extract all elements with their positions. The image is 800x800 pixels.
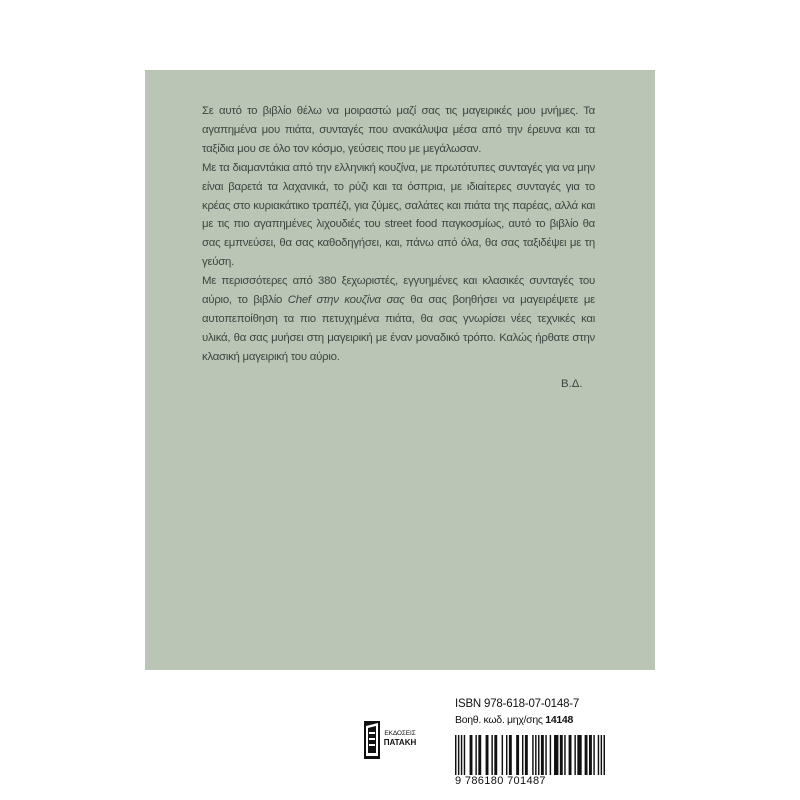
- isbn-text: ISBN 978-618-07-0148-7: [455, 698, 580, 710]
- blurb-paragraph-1: Σε αυτό το βιβλίο θέλω να μοιραστώ μαζί σας τις μαγειρικές μου μνήμες. Τα αγαπημένα μου πιάτα, συνταγές που ανακάλυψα μέσα από την έρευνα και τα ταξίδια μου σε όλο τον κόσμο, γεύσεις που με μεγάλωσαν.: [202, 105, 595, 155]
- publisher-name: [383, 729, 417, 747]
- barcode-bar: [478, 735, 481, 775]
- barcode-bar: [522, 735, 523, 775]
- barcode-bar: [516, 735, 519, 775]
- barcode-bar: [601, 735, 602, 775]
- barcode-bar: [470, 735, 473, 775]
- blurb-paragraph-3-start: Με περισσότερες από 380 ξεχωριστές, εγγυημένες και κλασικές συνταγές του αύριο, το βιβλίο: [202, 275, 595, 307]
- blurb-paragraph-3: [202, 272, 595, 367]
- barcode-bar: [464, 735, 465, 775]
- barcode-bar: [545, 735, 546, 775]
- barcode-bar: [486, 735, 489, 775]
- book-title-italic: Chef στην κουζίνα σας: [287, 294, 405, 307]
- barcode-bar: [569, 735, 572, 775]
- internal-code-label: Βοηθ. κωδ. μηχ/σης: [455, 714, 546, 726]
- barcode-bar: [554, 735, 558, 775]
- barcode-bar: [535, 735, 536, 775]
- barcode-bar: [538, 735, 539, 775]
- barcode-bar: [598, 735, 599, 775]
- publisher-line-2: ΠΑΤΑΚΗ: [383, 738, 417, 747]
- barcode-bar: [550, 735, 551, 775]
- publisher-logo: [363, 718, 415, 762]
- barcode-bar: [574, 735, 575, 775]
- blurb-paragraph-2: Με τα διαμαντάκια από την ελληνική κουζίνα, με πρωτότυπες συνταγές για να μην είναι βαρετά τα λαχανικά, το ρύζι και τα όσπρια, με ιδιαίτερες συνταγές για το κρέας στο κυριακάτικο τραπέζι, για ζύμες, σαλάτες και πιάτα της παρέας, αλλά και με τις πιο αγαπημένες λιχουδιές του street food παγκοσμίως, αυτό το βιβλίο θα σας εμπνεύσει, θα σας καθοδηγήσει, και, πάνω από όλα, θα σας ταξιδέψει με τη γεύση.: [202, 161, 595, 269]
- internal-code: [455, 714, 573, 726]
- barcode-bar: [525, 735, 528, 775]
- barcode-bar: [461, 735, 462, 775]
- barcode-bar: [475, 735, 476, 775]
- barcode-bar: [604, 735, 605, 775]
- barcode-bar: [458, 735, 459, 775]
- barcode-bar: [455, 735, 456, 775]
- book-stack-icon: [363, 720, 381, 760]
- barcode-bar: [560, 735, 563, 775]
- blurb-paragraph-3-end: θα σας βοηθήσει να μαγειρέψετε με αυτοπεποίθηση τα πιο πετυχημένα πιάτα, θα σας γνωρίσει νέες τεχνικές και υλικά, θα σας μυήσει στη μαγειρική με έναν μοναδικό τρόπο. Καλώς ήρθατε στην κλασική μαγειρική του αύριο.: [202, 294, 596, 363]
- barcode-bar: [506, 735, 507, 775]
- barcode-bar: [577, 735, 581, 775]
- author-initials: Β.Δ.: [561, 378, 583, 390]
- barcode-bar: [541, 735, 544, 775]
- barcode-bar: [585, 735, 588, 775]
- publisher-line-1: ΕΚΔΟΣΕΙΣ: [384, 730, 416, 737]
- back-cover-blurb: [202, 102, 595, 367]
- barcode-bar: [589, 735, 592, 775]
- barcode-bar: [593, 735, 594, 775]
- barcode-bar: [564, 735, 565, 775]
- barcode-bar: [491, 735, 492, 775]
- barcode-digits: 9 786180 701487: [455, 775, 546, 787]
- isbn-barcode: [455, 735, 605, 775]
- barcode-bar: [502, 735, 503, 775]
- barcode-bar: [509, 735, 512, 775]
- barcode-bar: [494, 735, 497, 775]
- internal-code-number: 14148: [545, 714, 573, 726]
- barcode-bar: [532, 735, 533, 775]
- back-cover-panel: [145, 70, 655, 670]
